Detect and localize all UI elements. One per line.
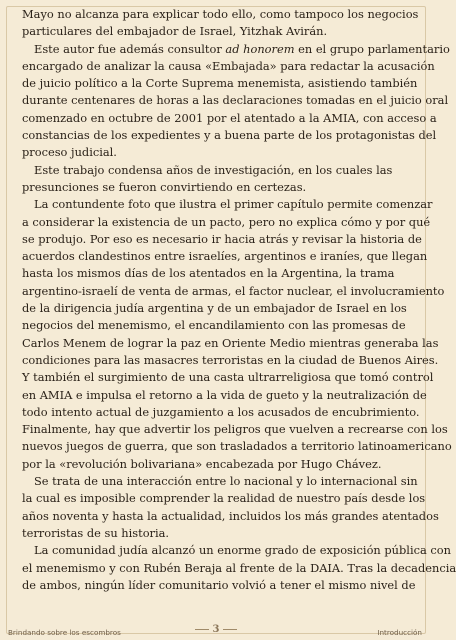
dash-right — [223, 629, 237, 630]
running-title: Brindando sobre los escombros — [8, 628, 121, 637]
text-line: todo intento actual de juzgamiento a los acusados de encubrimiento. — [22, 404, 420, 419]
dash-left — [195, 629, 209, 630]
text-line: negocios del menemismo, el encandilamiento con las promesas de — [22, 318, 406, 333]
italic-term: ad honorem — [225, 41, 295, 56]
text-line: de la dirigencia judía argentina y de un embajador de Israel en los — [22, 301, 407, 316]
text-line: en AMIA e impulsa el retorno a la vida de gueto y la neutralización de — [22, 387, 427, 402]
text-line: se produjo. Por eso es necesario ir hacia atrás y revisar la historia de — [22, 231, 422, 246]
text-line: proceso judicial. — [22, 145, 117, 160]
text-line: encargado de analizar la causa «Embajada» para redactar la acusación — [22, 58, 435, 73]
text-line: hasta los mismos días de los atentados en la Argentina, la trama — [22, 266, 395, 281]
text-line: la cual es imposible comprender la realidad de nuestro país desde los — [22, 491, 426, 506]
text-line: constancias de los expedientes y a buena parte de los protagonistas del — [22, 128, 437, 143]
text-line: La comunidad judía alcanzó un enorme grado de exposición pública con — [34, 543, 451, 558]
text-line: argentino-israelí de venta de armas, el factor nuclear, el involucramiento — [22, 283, 445, 298]
text-line: terroristas de su historia. — [22, 525, 170, 540]
text-line: Carlos Menem de lograr la paz en Oriente Medio mientras generaba las — [22, 335, 439, 350]
text-line: Este trabajo condensa años de investigación, en los cuales las — [34, 162, 393, 177]
text-line: durante centenares de horas a las declaraciones tomadas en el juicio oral — [22, 93, 449, 108]
text-segment: Este autor fue además consultor — [34, 41, 226, 56]
text-line: comenzado en octubre de 2001 por el atentado a la AMIA, con acceso a — [22, 110, 437, 125]
page-number-block — [0, 624, 432, 635]
text-line: a considerar la existencia de un pacto, pero no explica cómo y por qué — [22, 214, 431, 229]
text-line: el menemismo y con Rubén Beraja al frente de la DAIA. Tras la decadencia — [22, 560, 456, 575]
text-line: nuevos juegos de guerra, que son trasladados a territorio latinoamericano — [22, 439, 452, 454]
text-line: particulares del embajador de Israel, Yitzhak Avirán. — [22, 24, 328, 39]
text-line: Mayo no alcanza para explicar todo ello, como tampoco los negocios — [22, 7, 419, 21]
text-line: de juicio político a la Corte Suprema menemista, asistiendo también — [22, 76, 418, 91]
page-footer — [0, 626, 432, 640]
text-line: Y también el surgimiento de una casta ultrarreligiosa que tomó control — [22, 370, 434, 385]
text-line: condiciones para las masacres terroristas en la ciudad de Buenos Aires. — [22, 352, 439, 367]
text-line — [22, 41, 450, 58]
chapter-title: Introducción — [377, 628, 422, 637]
text-line: La contundente foto que ilustra el primer capítulo permite comenzar — [34, 197, 433, 212]
page-number: 3 — [212, 624, 220, 635]
text-line: de ambos, ningún líder comunitario volvió a tener el mismo nivel de — [22, 577, 416, 592]
text-line: por la «revolución bolivariana» encabezada por Hugo Chávez. — [22, 456, 382, 471]
text-line: años noventa y hasta la actualidad, incluidos los más grandes atentados — [22, 508, 439, 523]
text-line: Finalmente, hay que advertir los peligros que vuelven a recrearse con los — [22, 422, 448, 437]
text-line: Se trata de una interacción entre lo nacional y lo internacional sin — [34, 474, 418, 489]
body-text — [22, 6, 456, 594]
text-line: presunciones se fueron convirtiendo en certezas. — [22, 179, 307, 194]
text-segment: en el grupo parlamentario — [294, 41, 450, 56]
text-line: acuerdos clandestinos entre israelíes, argentinos e iraníes, que llegan — [22, 249, 428, 264]
